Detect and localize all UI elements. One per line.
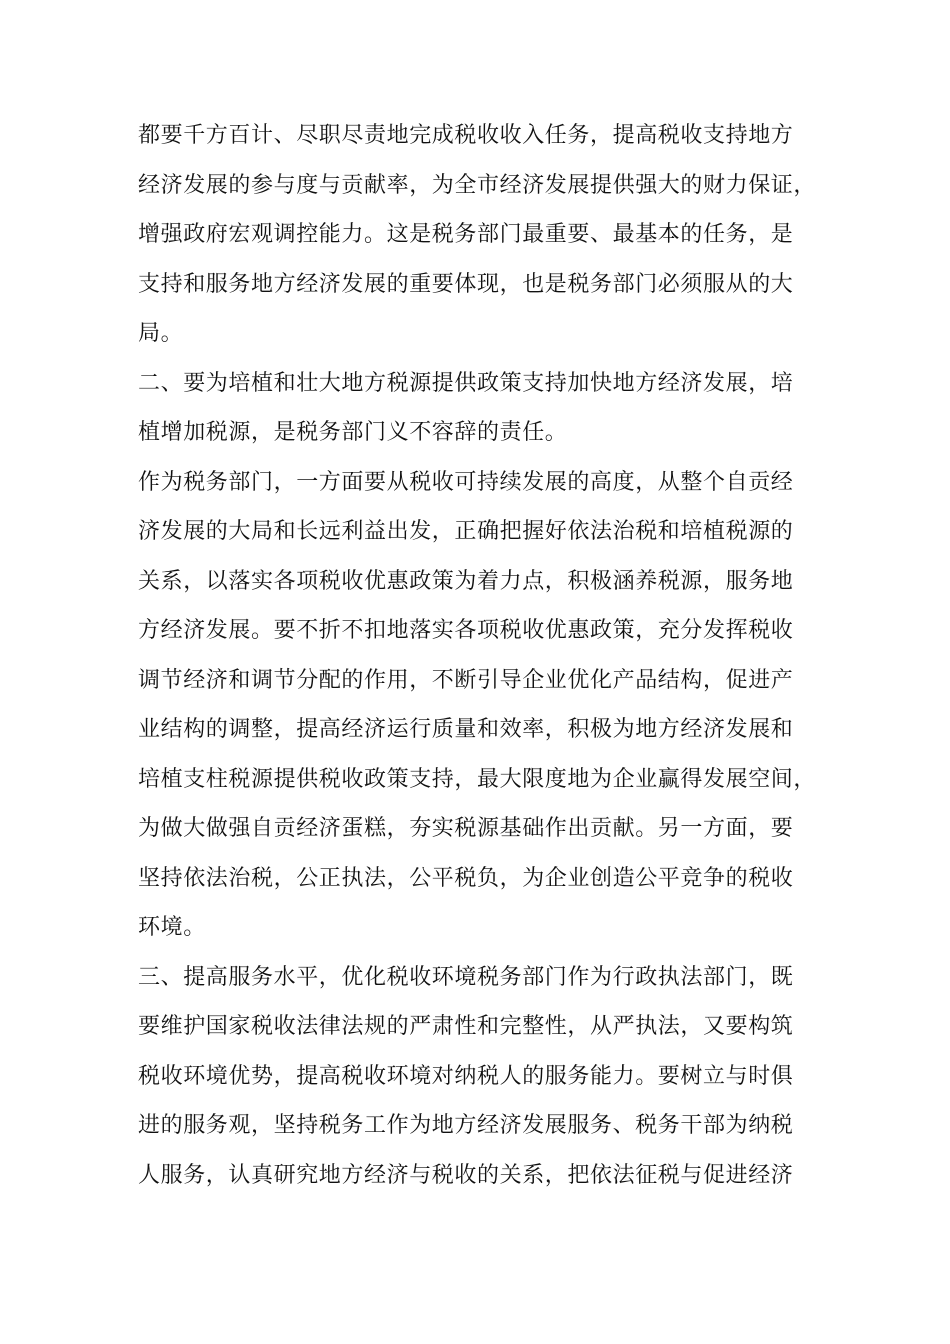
text-line: 要维护国家税收法律法规的严肃性和完整性，从严执法，又要构筑 [138,1014,794,1039]
text-line: 业结构的调整，提高经济运行质量和效率，积极为地方经济发展和 [138,717,794,742]
text-line: 济发展的大局和长远利益出发，正确把握好依法治税和培植税源的 [138,519,794,544]
text-line: 税收环境优势，提高税收环境对纳税人的服务能力。要树立与时俱 [138,1063,794,1089]
text-line: 进的服务观，坚持税务工作为地方经济发展服务、税务干部为纳税 [138,1113,794,1138]
text-line: 局。 [138,321,184,346]
text-line: 环境。 [138,915,206,940]
text-line: 经济发展的参与度与贡献率，为全市经济发展提供强大的财力保证， [138,172,817,198]
text-line: 调节经济和调节分配的作用，不断引导企业优化产品结构，促进产 [138,667,794,693]
text-line: 都要千方百计、尽职尽责地完成税收收入任务，提高税收支持地方 [138,123,794,148]
text-line: 方经济发展。要不折不扣地落实各项税收优惠政策，充分发挥税收 [138,618,794,643]
text-line: 增强政府宏观调控能力。这是税务部门最重要、最基本的任务，是 [138,222,794,247]
text-line: 坚持依法治税，公正执法，公平税负，为企业创造公平竞争的税收 [138,865,794,891]
text-line: 支持和服务地方经济发展的重要体现，也是税务部门必须服从的大 [138,271,794,297]
text-line: 关系，以落实各项税收优惠政策为着力点，积极涵养税源，服务地 [138,568,794,594]
text-line: 人服务，认真研究地方经济与税收的关系，把依法征税与促进经济 [138,1162,794,1188]
text-line: 培植支柱税源提供税收政策支持，最大限度地为企业赢得发展空间， [138,766,817,792]
text-line: 植增加税源，是税务部门义不容辞的责任。 [138,420,568,445]
text-line: 为做大做强自贡经济蛋糕，夯实税源基础作出贡献。另一方面，要 [138,816,794,841]
document-body [138,111,817,1200]
section-heading-line: 三、提高服务水平，优化税收环境税务部门作为行政执法部门，既 [138,964,794,990]
section-heading-line: 二、要为培植和壮大地方税源提供政策支持加快地方经济发展，培 [138,370,794,396]
text-line: 作为税务部门，一方面要从税收可持续发展的高度，从整个自贡经 [138,469,794,495]
